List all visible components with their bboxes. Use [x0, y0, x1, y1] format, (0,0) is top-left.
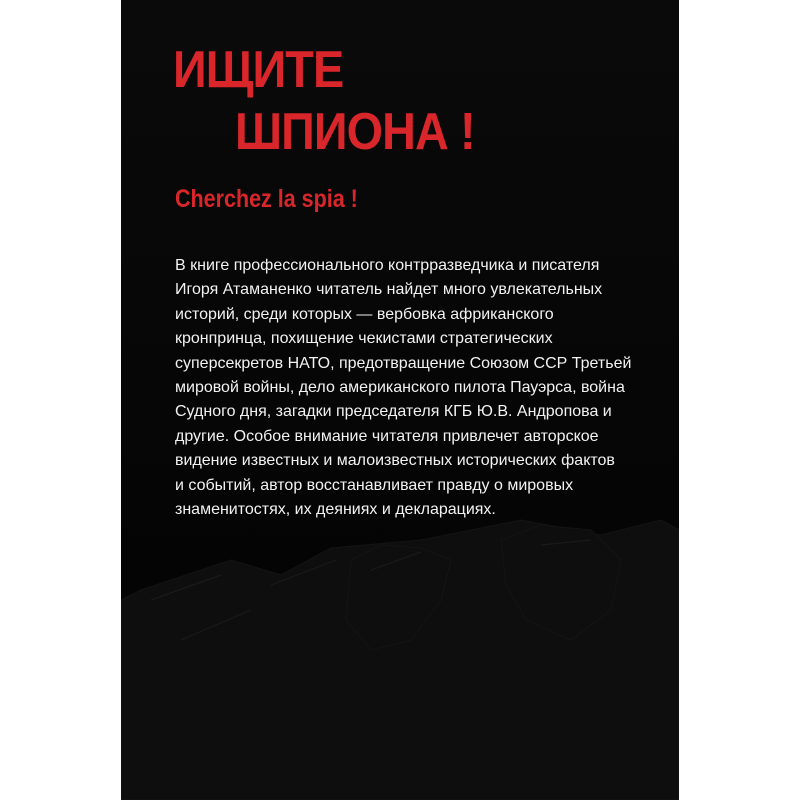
description-line: видение известных и малоизвестных исторических фактов [175, 452, 615, 470]
book-back-cover [121, 0, 679, 800]
description-line: суперсекретов НАТО, предотвращение Союзом ССР Третьей [175, 354, 632, 372]
description-line: и событий, автор восстанавливает правду о мировых [175, 476, 574, 494]
subtitle: Cherchez la spia ! [175, 185, 358, 213]
description-line: кронпринца, похищение чекистами стратегических [175, 330, 553, 348]
description-line: знаменитостях, их деяниях и декларациях. [175, 501, 496, 519]
book-description [175, 254, 655, 522]
description-line: В книге профессионального контрразведчика и писателя [175, 257, 600, 274]
title-line-2: ШПИОНА ! [235, 103, 475, 161]
description-line: историй, среди которых — вербовка африканского [175, 305, 554, 323]
description-line: Судного дня, загадки председателя КГБ Ю.В. Андропова и [175, 403, 612, 421]
description-line: другие. Особое внимание читателя привлечет авторское [175, 427, 599, 445]
description-line: мировой войны, дело американского пилота Пауэрса, война [175, 379, 625, 397]
title-line-1: ИЩИТЕ [173, 41, 344, 99]
description-line: Игоря Атаманенко читатель найдет много увлекательных [175, 281, 603, 299]
